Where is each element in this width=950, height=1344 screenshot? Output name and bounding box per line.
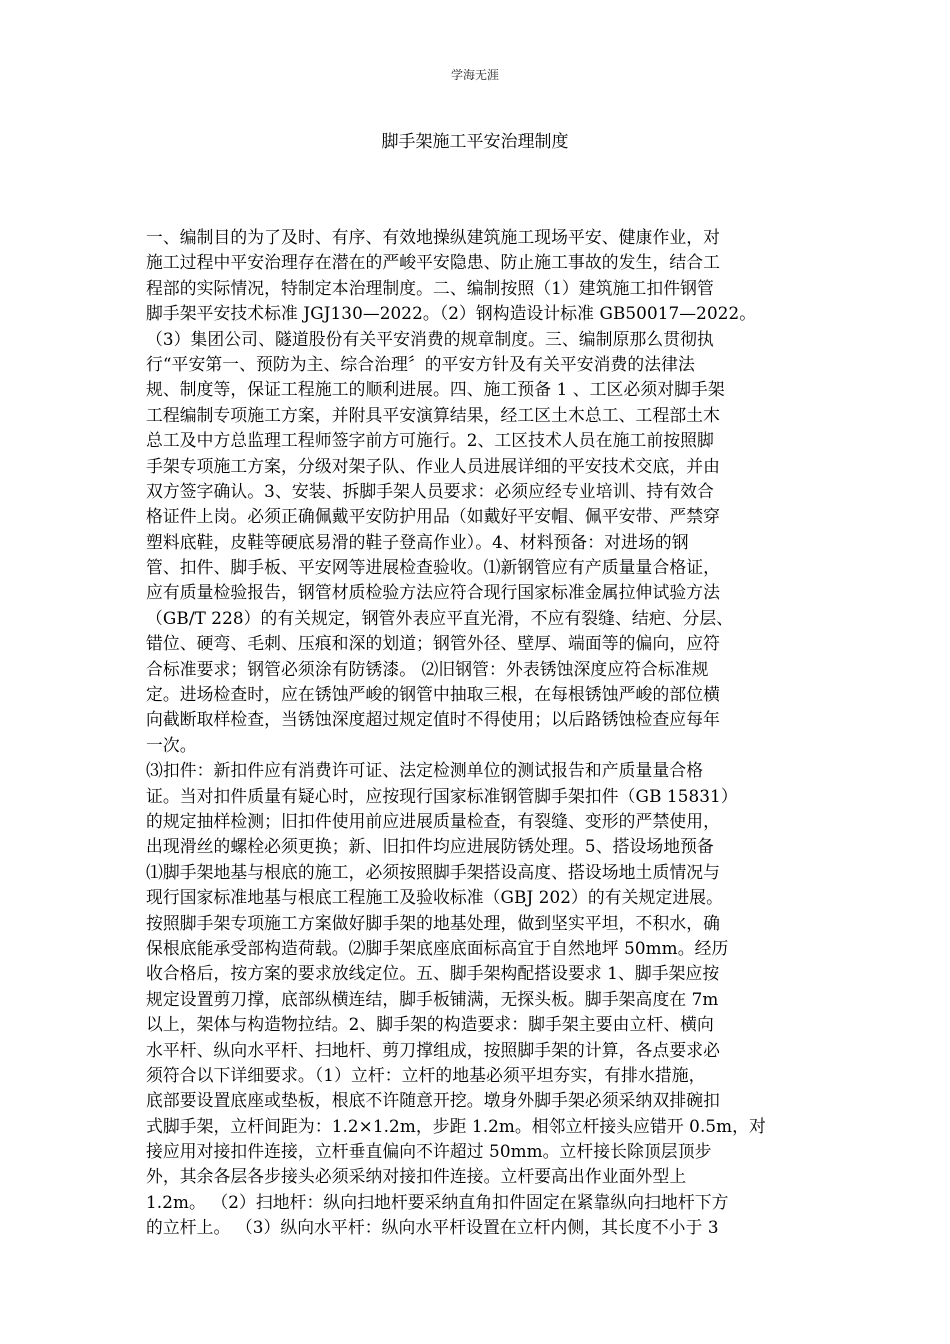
body-text-line: 底部要设置底座或垫板，根底不许随意开挖。墩身外脚手架必须采纳双排碗扣 bbox=[146, 1090, 720, 1111]
body-text-line: 证。当对扣件质量有疑心时，应按现行国家标准钢管脚手架扣件（GB 15831） bbox=[146, 785, 738, 806]
body-text-line: 水平杆、纵向水平杆、扫地杆、剪刀撑组成，按照脚手架的计算，各点要求必 bbox=[146, 1039, 720, 1060]
body-text-line: 手架专项施工方案，分级对架子队、作业人员进展详细的平安技术交底，并由 bbox=[146, 455, 720, 476]
body-text-line: 外，其余各层各步接头必须采纳对接扣件连接。立杆要高出作业面外型上 bbox=[146, 1166, 687, 1187]
body-text-line: 收合格后，按方案的要求放线定位。五、脚手架构配搭设要求 1、脚手架应按 bbox=[146, 963, 720, 984]
body-text-line: 错位、硬弯、毛刺、压痕和深的划道；钢管外径、壁厚、端面等的偏向，应符 bbox=[146, 633, 720, 654]
body-text-line: 行“平安第一、预防为主、综合治理〞的平安方针及有关平安消费的法律法 bbox=[146, 353, 695, 374]
body-text-line: 合标准要求；钢管必须涂有防锈漆。 ⑵旧钢管：外表锈蚀深度应符合标准规 bbox=[146, 658, 709, 679]
body-text-line: 工程编制专项施工方案，并附具平安演算结果，经工区土木总工、工程部土木 bbox=[146, 404, 720, 425]
document-title: 脚手架施工平安治理制度 bbox=[381, 132, 569, 152]
body-text-line: 出现滑丝的螺栓必须更换；新、旧扣件均应进展防锈处理。5、搭设场地预备 bbox=[146, 836, 714, 857]
body-text-line: 保根底能承受部构造荷载。⑵脚手架底座底面标高宜于自然地坪 50mm。经历 bbox=[146, 937, 729, 958]
body-text-line: 塑料底鞋，皮鞋等硬底易滑的鞋子登高作业）。4、材料预备：对进场的钢 bbox=[146, 531, 689, 552]
body-text-line: （GB/T 228）的有关规定，钢管外表应平直光滑，不应有裂缝、结疤、分层、 bbox=[146, 607, 734, 628]
body-text-line: 规定设置剪刀撑，底部纵横连结，脚手板铺满，无探头板。脚手架高度在 7m bbox=[146, 988, 719, 1009]
body-text-line: ⑶扣件：新扣件应有消费许可证、法定检测单位的测试报告和产质量量合格 bbox=[146, 760, 704, 781]
body-text-line: 1.2m。 （2）扫地杆：纵向扫地杆要采纳直角扣件固定在紧靠纵向扫地杆下方 bbox=[146, 1191, 729, 1212]
body-text-line: 程部的实际情况，特制定本治理制度。二、编制按照（1）建筑施工扣件钢管 bbox=[146, 277, 714, 298]
body-text-line: 式脚手架，立杆间距为：1.2×1.2m，步距 1.2m。相邻立杆接头应错开 0.5m，对 bbox=[146, 1115, 766, 1136]
body-text-line: 定。进场检查时，应在锈蚀严峻的钢管中抽取三根，在每根锈蚀严峻的部位横 bbox=[146, 684, 720, 705]
body-text-line: 现行国家标准地基与根底工程施工及验收标准（GBJ 202）的有关规定进展。 bbox=[146, 887, 723, 908]
body-text-line: 的立杆上。 （3）纵向水平杆：纵向水平杆设置在立杆内侧，其长度不小于 3 bbox=[146, 1217, 719, 1238]
body-text-line: （3）集团公司、隧道股份有关平安消费的规章制度。三、编制原那么贯彻执 bbox=[146, 328, 714, 349]
body-text-line: 管、扣件、脚手板、平安网等进展检查验收。⑴新钢管应有产质量量合格证， bbox=[146, 557, 720, 578]
body-text-line: 接应用对接扣件连接，立杆垂直偏向不许超过 50mm。立杆接长除顶层顶步 bbox=[146, 1141, 712, 1162]
body-text-line: 总工及中方总监理工程师签字前方可施行。2、工区技术人员在施工前按照脚 bbox=[146, 430, 714, 451]
body-text-line: 规、制度等，保证工程施工的顺利进展。四、施工预备 1 、工区必须对脚手架 bbox=[146, 379, 725, 400]
page-header: 学海无涯 bbox=[450, 68, 499, 82]
body-text-line: 应有质量检验报告，钢管材质检验方法应符合现行国家标准金属拉伸试验方法 bbox=[146, 582, 720, 603]
body-text-line: 须符合以下详细要求。（1）立杆：立杆的地基必须平坦夯实，有排水措施， bbox=[146, 1064, 706, 1085]
body-text-line: 脚手架平安技术标准 JGJ130—2022。（2）钢构造设计标准 GB50017—2022。 bbox=[146, 303, 757, 324]
body-text-line: 施工过程中平安治理存在潜在的严峻平安隐患、防止施工事故的发生，结合工 bbox=[146, 252, 720, 273]
body-text-line: 一次。 bbox=[146, 734, 197, 755]
body-text-line: 以上，架体与构造物拉结。2、脚手架的构造要求：脚手架主要由立杆、横向 bbox=[146, 1014, 714, 1035]
body-text-line: 一、编制目的为了及时、有序、有效地操纵建筑施工现场平安、健康作业，对 bbox=[146, 227, 720, 247]
body-text-line: 向截断取样检查，当锈蚀深度超过规定值时不得使用；以后路锈蚀检查应每年 bbox=[146, 709, 720, 730]
document-body bbox=[146, 225, 806, 1241]
body-text-line: 的规定抽样检测；旧扣件使用前应进展质量检查，有裂缝、变形的严禁使用， bbox=[146, 810, 720, 831]
body-text-line: 双方签字确认。3、安装、拆脚手架人员要求：必须应经专业培训、持有效合 bbox=[146, 480, 714, 501]
body-text-line: 按照脚手架专项施工方案做好脚手架的地基处理，做到坚实平坦，不积水，确 bbox=[146, 912, 720, 933]
body-text-line: ⑴脚手架地基与根底的施工，必须按照脚手架搭设高度、搭设场地土质情况与 bbox=[146, 861, 720, 882]
body-text-line: 格证件上岗。必须正确佩戴平安防护用品（如戴好平安帽、佩平安带、严禁穿 bbox=[146, 506, 720, 527]
